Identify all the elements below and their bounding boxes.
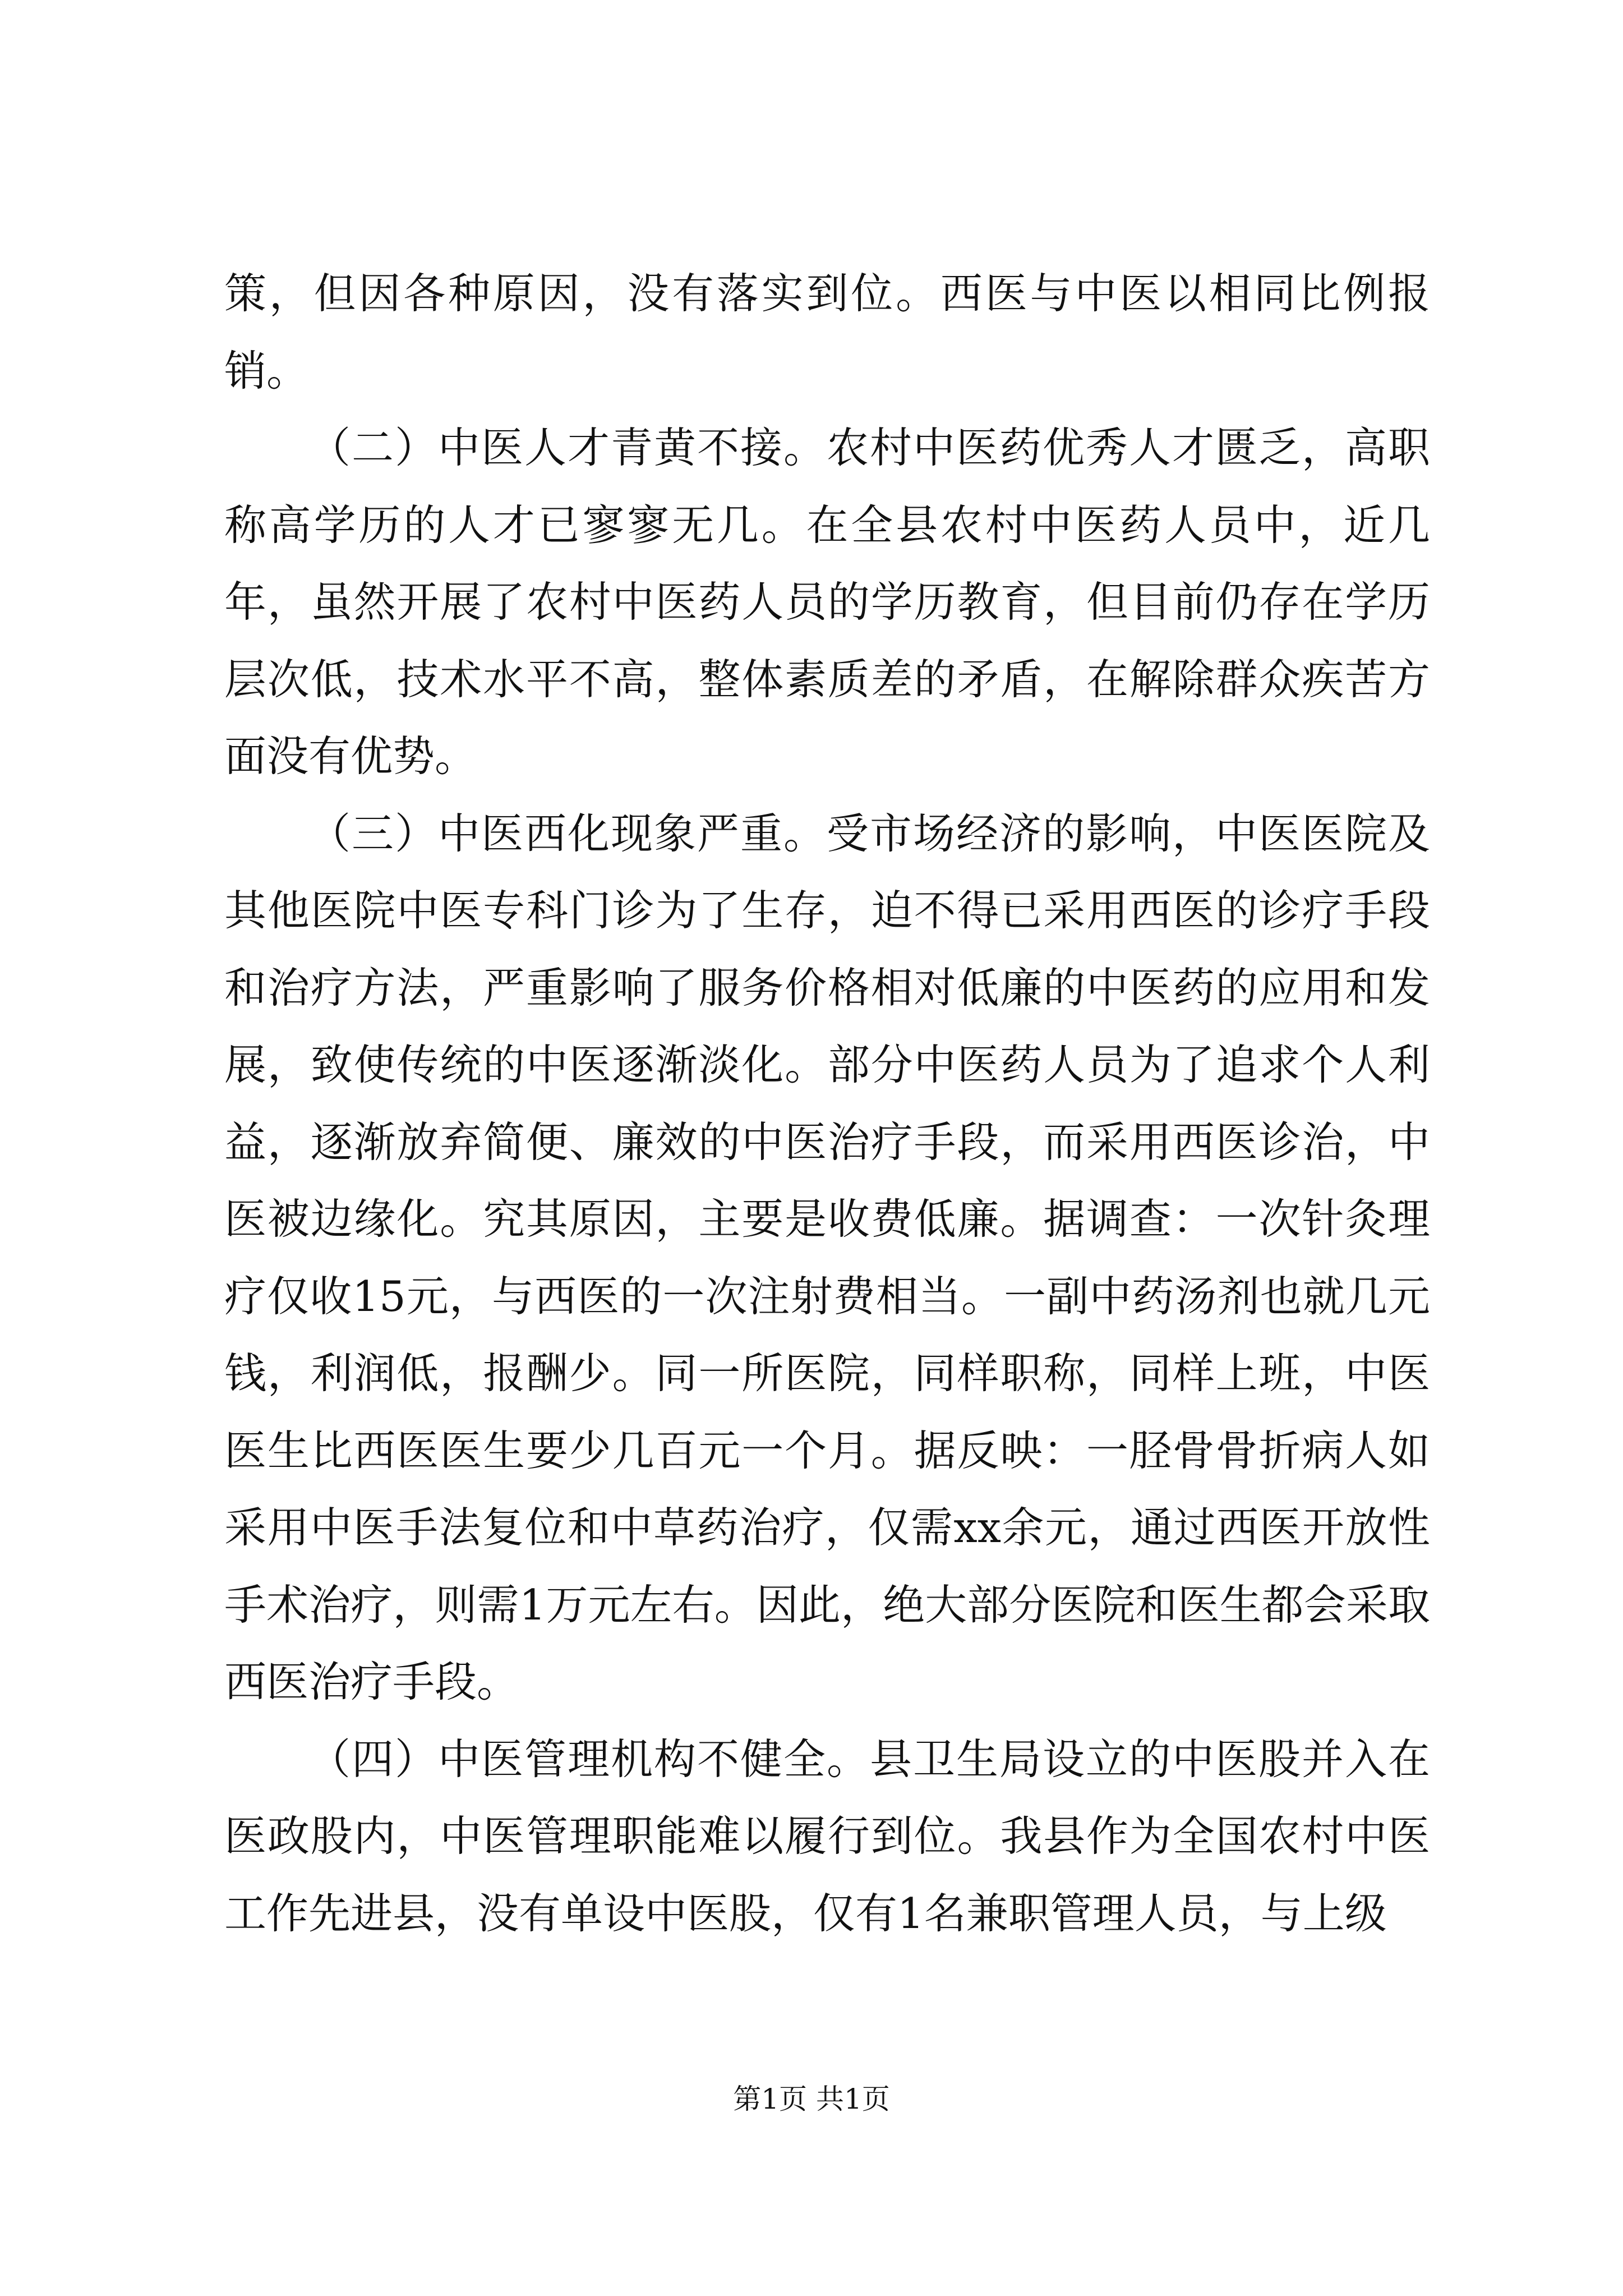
- paragraph-continuation: 策，但因各种原因，没有落实到位。西医与中医以相同比例报销。: [224, 269, 1430, 395]
- paragraph-section-2: （二）中医人才青黄不接。农村中医药优秀人才匮乏，高职称高学历的人才已寥寥无几。在全县农村中医药人员中，近几年，虽然开展了农村中医药人员的学历教育，但目前仍存在学历层次低，技术水平不高，整体素质差的矛盾，在解除群众疾苦方面没有优势。: [224, 423, 1430, 781]
- page-footer: 第1页 共1页: [733, 2083, 890, 2115]
- paragraph-section-3: （三）中医西化现象严重。受市场经济的影响，中医医院及其他医院中医专科门诊为了生存，迫不得已采用西医的诊疗手段和治疗方法，严重影响了服务价格相对低廉的中医药的应用和发展，致使传统的中医逐渐淡化。部分中医药人员为了追求个人利益，逐渐放弃简便、廉效的中医治疗手段，而采用西医诊治，中医被边缘化。究其原因，主要是收费低廉。据调查：一次针灸理疗仅收15元，与西医的一次注射费相当。一副中药汤剂也就几元钱，利润低，报酬少。同一所医院，同样职称，同样上班，中医医生比西医医生要少几百元一个月。据反映：一胫骨骨折病人如采用中医手法复位和中草药治疗，仅需xx余元，通过西医开放性手术治疗，则需1万元左右。因此，绝大部分医院和医生都会采取西医治疗手段。: [224, 808, 1430, 1706]
- document-body: [224, 255, 1430, 1952]
- paragraph-section-4: （四）中医管理机构不健全。县卫生局设立的中医股并入在医政股内，中医管理职能难以履行到位。我县作为全国农村中医工作先进县，没有单设中医股，仅有1名兼职管理人员，与上级: [224, 1734, 1430, 1938]
